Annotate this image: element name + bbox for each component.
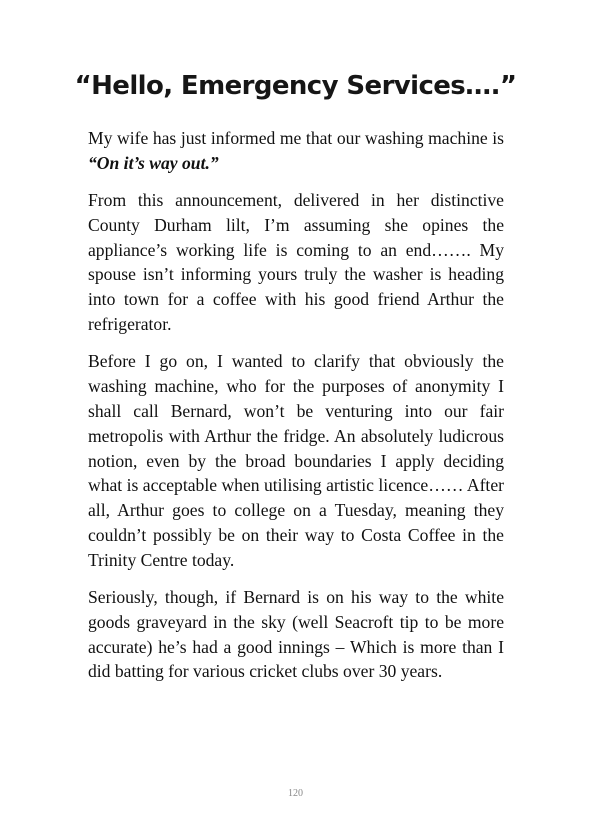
- page-number: 120: [288, 788, 303, 799]
- body-text: [88, 126, 504, 697]
- paragraph-1: [88, 126, 504, 176]
- paragraph-3: Before I go on, I wanted to clarify that obviously the washing machine, who for the purposes of anonymity I shall call Bernard, won’t be venturing into our fair metropolis with Arthur the fridge. An absolutely ludicrous notion, even by the broad boundaries I apply deciding what is acceptable when utilising artistic licence…… After all, Arthur goes to college on a Tuesday, meaning they couldn’t possibly be on their way to Costa Coffee in the Trinity Centre today.: [88, 351, 504, 570]
- paragraph-1-text: My wife has just informed me that our washing machine is: [88, 128, 504, 148]
- chapter-title: “Hello, Emergency Services….”: [74, 71, 517, 101]
- paragraph-1-emphasis: “On it’s way out.”: [88, 152, 219, 173]
- paragraph-2: From this announcement, delivered in her distinctive County Durham lilt, I’m assuming she opines the appliance’s working life is coming to an end……. My spouse isn’t informing yours truly the washer is heading into town for a coffee with his good friend Arthur the refrigerator.: [88, 190, 504, 335]
- paragraph-4: Seriously, though, if Bernard is on his way to the white goods graveyard in the sky (well Seacroft tip to be more accurate) he’s had a good innings – Which is more than I did batting for various cricket clubs over 30 years.: [88, 587, 504, 682]
